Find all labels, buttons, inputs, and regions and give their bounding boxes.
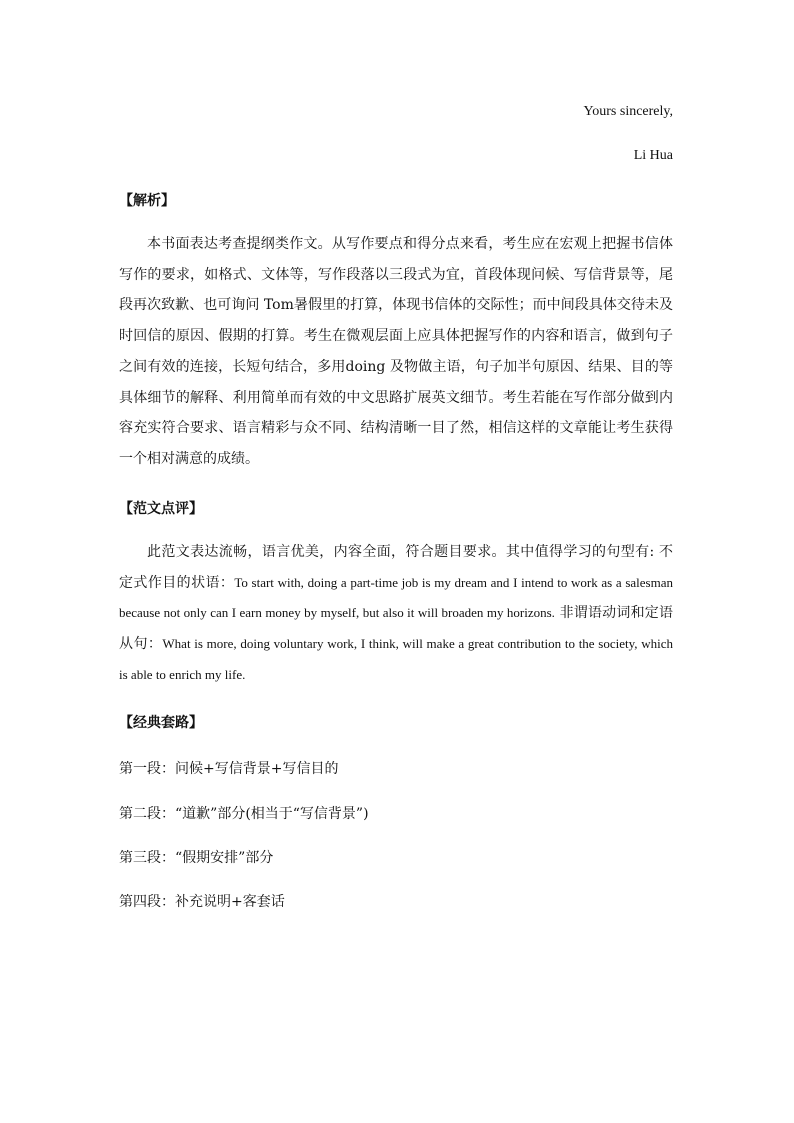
routine-step-4: 第四段：补充说明+客套话: [119, 894, 285, 910]
analysis-paragraph: 本书面表达考查提纲类作文。从写作要点和得分点来看，考生应在宏观上把握书信体写作的要求，如格式、文体等，写作段落以三段式为宜，首段体现问候、写信背景等，尾段再次致歉、也可询问 Tom暑假里的打算，体现书信体的交际性；而中间段具体交待未及时回信的原因、假期的打算。考生在微观层面上应具体把握写作的内容和语言，做到句子之间有效的连接，长短句结合，多用doing 及物做主语，句子加半句原因、结果、目的等具体细节的解释、利用简单而有效的中文思路扩展英文细节。考生若能在写作部分做到内容充实符合要求、语言精彩与众不同、结构清晰一目了然，相信这样的文章能让考生获得一个相对满意的成绩。: [119, 236, 673, 467]
review-paragraph: [119, 537, 673, 691]
review-heading: 【范文点评】: [119, 501, 203, 517]
analysis-heading: 【解析】: [119, 193, 175, 209]
routine-heading: 【经典套路】: [119, 715, 203, 731]
letter-closing: Yours sincerely,: [583, 104, 673, 119]
letter-signature: Li Hua: [633, 148, 673, 163]
review-intro: 此范文表达流畅，语言优美，内容全面，符合题目要求。其中值得学习的句型有: 不定式作目的状语：: [119, 544, 673, 591]
routine-step-2: 第二段：“道歉”部分(相当于“写信背景”): [119, 806, 369, 822]
review-example-sentence-1: To start with, doing a part-time job is my dream and I intend to work as a salesman because not only can I earn money by myself, but also it will broaden my horizons.: [119, 574, 673, 621]
review-example-sentence-2: What is more, doing voluntary work, I think, will make a great contribution to the society, which is able to enrich my life.: [119, 636, 674, 682]
routine-step-1: 第一段：问候+写信背景+写信目的: [119, 761, 339, 777]
routine-step-3: 第三段：“假期安排”部分: [119, 850, 274, 866]
review-middle: 非谓语动词和定语从句：: [119, 605, 673, 653]
